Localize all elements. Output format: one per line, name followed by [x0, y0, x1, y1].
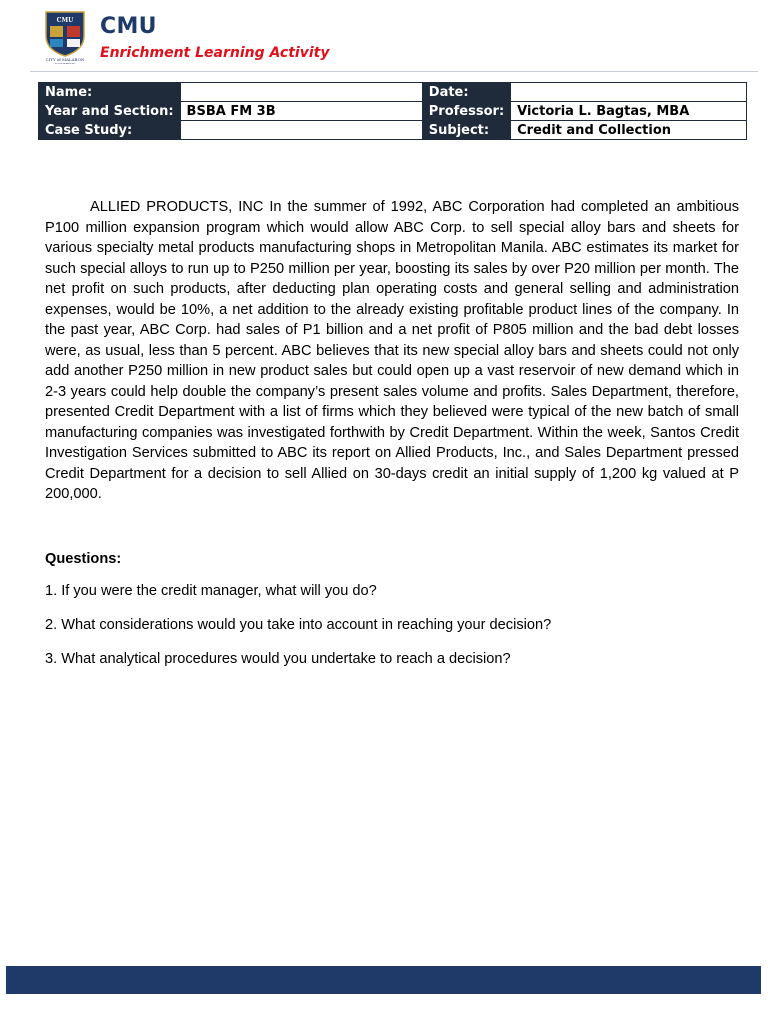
case-study-body	[45, 197, 739, 505]
professor-value: Victoria L. Bagtas, MBA	[511, 102, 747, 121]
svg-text:UNIVERSITY: UNIVERSITY	[54, 62, 76, 64]
year-section-label: Year and Section:	[39, 102, 181, 121]
name-value	[180, 83, 422, 102]
question-item: 1. If you were the credit manager, what will you do?	[45, 583, 377, 599]
subject-label: Subject:	[422, 121, 510, 140]
brand-title: CMU	[100, 14, 157, 39]
professor-label: Professor:	[422, 102, 510, 121]
date-label: Date:	[422, 83, 510, 102]
date-value	[511, 83, 747, 102]
questions-heading: Questions:	[45, 551, 122, 567]
table-row	[39, 121, 747, 140]
university-seal-logo	[38, 8, 92, 64]
document-header	[38, 8, 758, 70]
header-divider	[30, 71, 758, 72]
student-info-table	[38, 82, 747, 140]
case-study-paragraph: ALLIED PRODUCTS, INC In the summer of 1992, ABC Corporation had completed an ambitious P100 million expansion program which would allow ABC Corp. to sell special alloy bars and sheets for various specialty metal products manufacturing shops in Metropolitan Manila. ABC estimates its market for such special alloys to run up to P250 million per year, boosting its sales by over P20 million per month. The net profit on such products, after deducting plan operating costs and general selling and administration expenses, would be 10%, a net addition to the already existing profitable product lines of the company. In the past year, ABC Corp. had sales of P1 billion and a net profit of P805 million and the bad debt losses were, as usual, less than 5 percent. ABC believes that its new special alloy bars and sheets could not only add another P250 million in new product sales but could open up a vast reservoir of new demand which in 2-3 years could help double the company’s present sales volume and profits. Sales Department, therefore, presented Credit Department with a list of firms which they believed were typical of the new batch of small manufacturing companies was investigated forthwith by Credit Department. Within the week, Santos Credit Investigation Services submitted to ABC its report on Allied Products, Inc., and Sales Department pressed Credit Department for a decision to sell Allied on 30-days credit an initial supply of 1,200 kg valued at P 200,000.	[45, 199, 739, 502]
question-item: 2. What considerations would you take into account in reaching your decision?	[45, 617, 552, 633]
question-item: 3. What analytical procedures would you undertake to reach a decision?	[45, 651, 511, 667]
table-row	[39, 102, 747, 121]
case-study-label: Case Study:	[39, 121, 181, 140]
case-study-value	[180, 121, 422, 140]
table-row	[39, 83, 747, 102]
questions-section	[45, 551, 739, 683]
subject-value: Credit and Collection	[511, 121, 747, 140]
activity-subtitle: Enrichment Learning Activity	[100, 45, 330, 61]
svg-text:CITY of MALABON: CITY of MALABON	[45, 57, 85, 62]
svg-text:CMU: CMU	[56, 17, 74, 24]
name-label: Name:	[39, 83, 181, 102]
footer-bar	[6, 966, 761, 994]
year-section-value: BSBA FM 3B	[180, 102, 422, 121]
